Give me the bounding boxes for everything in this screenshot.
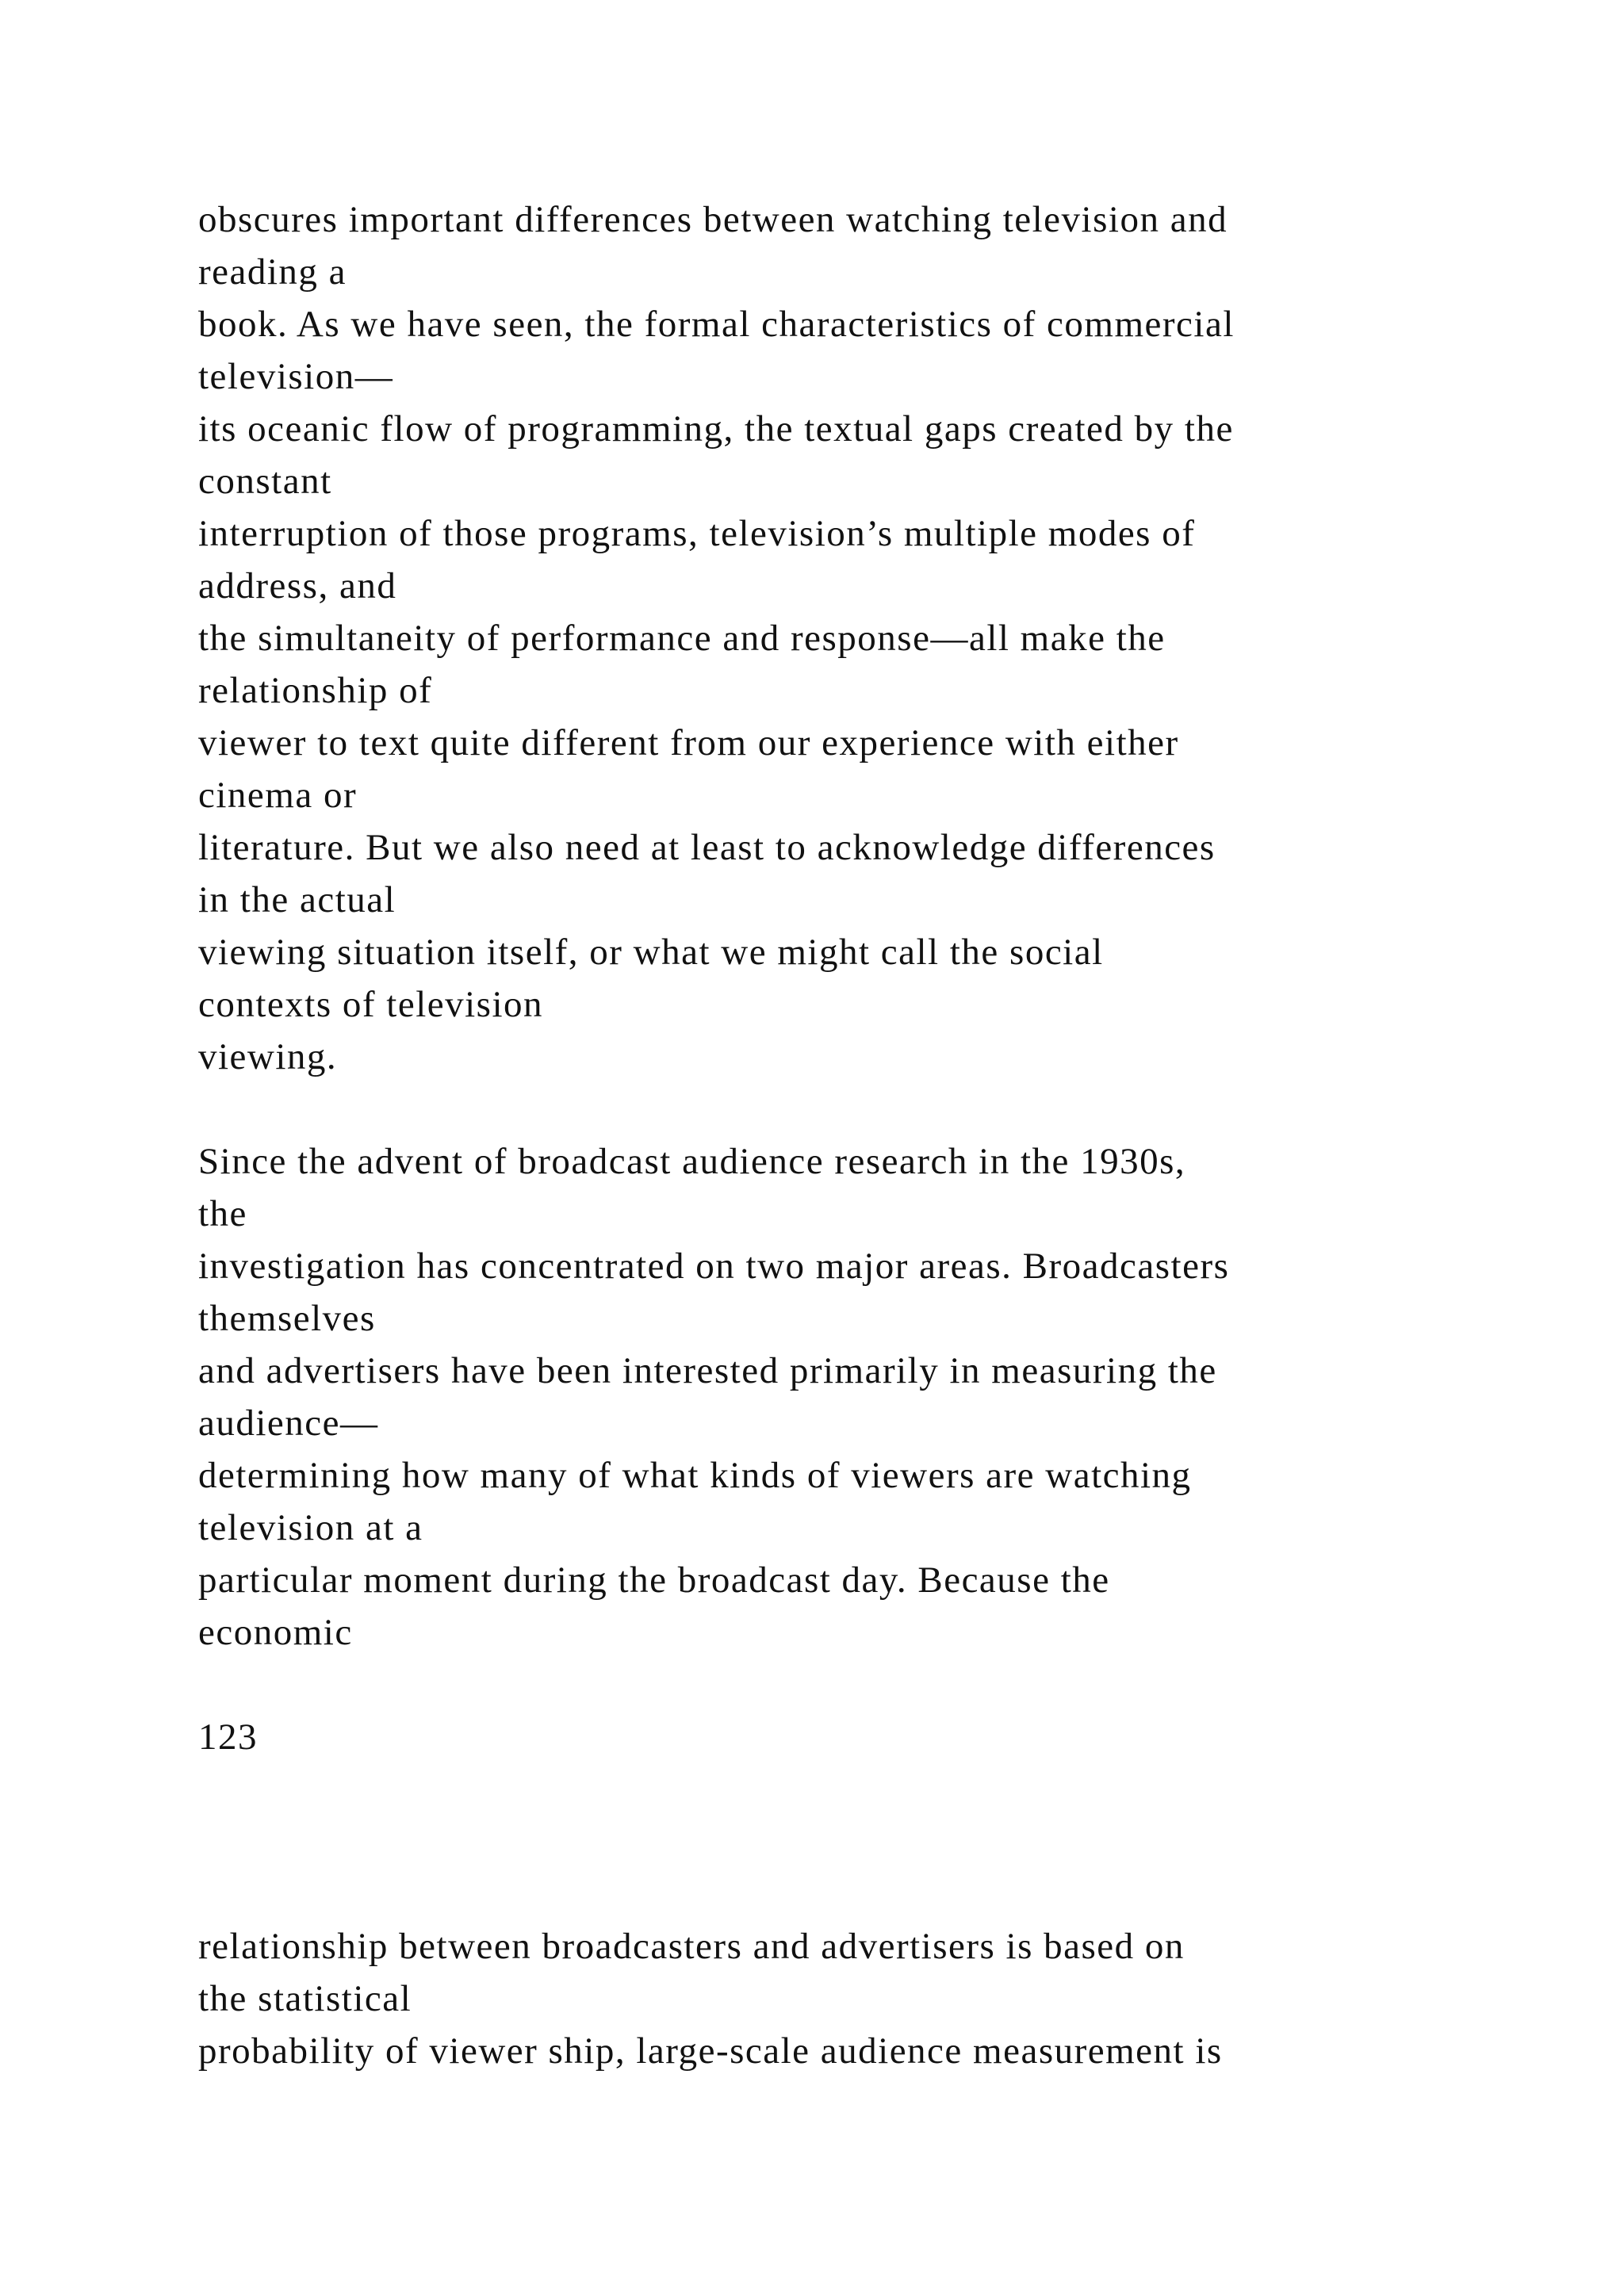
text-line: viewer to text quite different from our experience with either (198, 722, 1179, 763)
text-line: determining how many of what kinds of viewers are watching (198, 1455, 1192, 1496)
text-line: relationship of (198, 670, 433, 711)
text-line: constant (198, 461, 332, 502)
text-line: reading a (198, 251, 347, 293)
text-line: literature. But we also need at least to acknowledge differences (198, 827, 1216, 868)
text-line: the simultaneity of performance and response—all make the (198, 618, 1166, 659)
text-line: interruption of those programs, television’s multiple modes of (198, 513, 1196, 554)
text-line: the (198, 1193, 247, 1234)
text-line: its oceanic flow of programming, the textual gaps created by the (198, 408, 1234, 450)
text-line: Since the advent of broadcast audience research in the 1930s, (198, 1141, 1186, 1182)
text-line: themselves (198, 1298, 376, 1339)
page-number: 123 (198, 1716, 258, 1758)
text-line: in the actual (198, 879, 396, 920)
text-line: cinema or (198, 775, 358, 816)
text-line: investigation has concentrated on two major areas. Broadcasters (198, 1246, 1230, 1287)
text-line: relationship between broadcasters and advertisers is based on (198, 1926, 1185, 1967)
text-line: viewing. (198, 1036, 338, 1077)
text-line: contexts of television (198, 984, 544, 1025)
text-line: economic (198, 1612, 353, 1653)
text-line: television— (198, 356, 394, 397)
text-line: viewing situation itself, or what we might call the social (198, 932, 1104, 973)
text-line: television at a (198, 1507, 423, 1548)
text-line: particular moment during the broadcast day. Because the (198, 1559, 1110, 1601)
text-line: obscures important differences between watching television and (198, 199, 1228, 240)
text-line: audience— (198, 1402, 379, 1444)
text-line: and advertisers have been interested primarily in measuring the (198, 1350, 1217, 1391)
text-line: address, and (198, 565, 397, 607)
text-line: book. As we have seen, the formal characteristics of commercial (198, 304, 1235, 345)
text-line: probability of viewer ship, large-scale audience measurement is (198, 2030, 1223, 2072)
text-line: the statistical (198, 1978, 412, 2019)
